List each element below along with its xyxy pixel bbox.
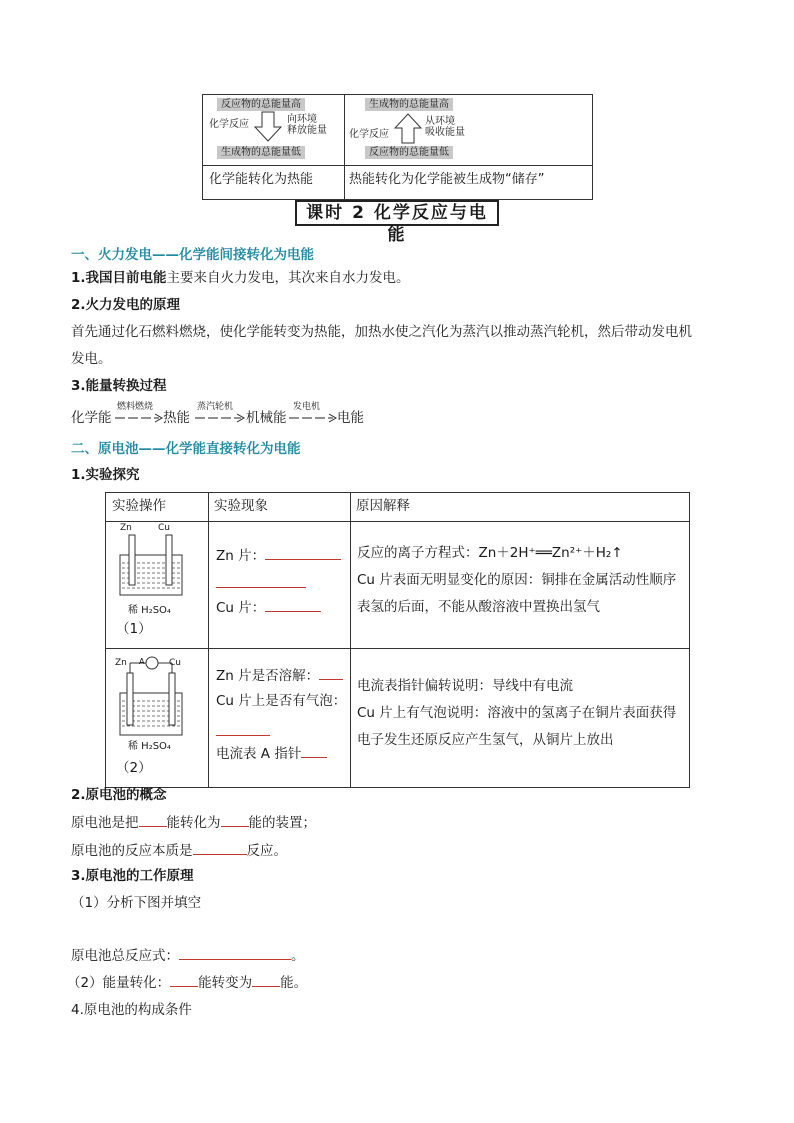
section-heading-galvanic-cell: 二、原电池——化学能直接转化为电能 xyxy=(71,441,301,457)
thermal-principle-line1: 首先通过化石燃料燃烧，使化学能转变为热能，加热水使之汽化为蒸汽以推动蒸汽轮机，然后带动发电机 xyxy=(71,324,692,340)
energy-blank-1[interactable] xyxy=(170,972,198,987)
chain-arrow-3-icon xyxy=(287,413,337,423)
row2-reason-1: 电流表指针偏转说明：导线中有电流 xyxy=(357,678,573,694)
power-source-bold: 1.我国目前电能 xyxy=(71,270,167,286)
thermal-principle-heading: 2.火力发电的原理 xyxy=(71,297,181,313)
row2-cu-bubbles: Cu 片上是否有气泡： xyxy=(216,693,347,709)
chain-arrow-label-2: 蒸汽轮机 xyxy=(197,402,234,412)
product-high-label: 生成物的总能量高 xyxy=(365,98,453,111)
row1-cu-blank[interactable] xyxy=(265,597,321,612)
energy-chain xyxy=(71,400,391,430)
power-source-rest: 主要来自火力发电，其次来自水力发电。 xyxy=(166,270,410,286)
row1-zn-blank-2[interactable] xyxy=(216,573,306,588)
energy-diagram-table xyxy=(202,94,593,200)
paragraph-power-source xyxy=(71,268,410,288)
row1-zn-label: Zn xyxy=(120,523,132,533)
row1-number: （1） xyxy=(116,621,152,637)
row1-acid-label: 稀 H₂SO₄ xyxy=(128,605,171,616)
section-heading-thermal-power: 一、火力发电——化学能间接转化为电能 xyxy=(71,247,314,263)
reactant-low-label: 反应物的总能量低 xyxy=(365,146,453,159)
release-energy-label-2: 释放能量 xyxy=(287,125,327,136)
row2-ammeter-blank[interactable] xyxy=(301,743,327,758)
lesson-title: 课时 2 化学反应与电能 xyxy=(295,200,499,226)
reactant-high-label: 反应物的总能量高 xyxy=(217,98,305,111)
concept-line-1: 原电池是把 能转化为 能的装置； xyxy=(71,812,316,833)
energy-conversion-heading: 3.能量转换过程 xyxy=(71,378,167,394)
chemical-reaction-label: 化学反应 xyxy=(209,119,249,130)
chain-electric-energy: 电能 xyxy=(337,410,364,426)
total-reaction-line: 原电池总反应式： 。 xyxy=(71,945,305,966)
absorb-energy-label-1: 从环境 xyxy=(425,116,455,127)
row2-number: （2） xyxy=(116,760,152,776)
concept-line-2: 原电池的反应本质是 反应。 xyxy=(71,840,287,861)
ammeter-label: A xyxy=(139,657,145,666)
product-low-label: 生成物的总能量低 xyxy=(217,146,305,159)
concept-heading: 2.原电池的概念 xyxy=(71,787,167,803)
down-arrow-icon xyxy=(253,111,283,143)
row2-cu-label: Cu xyxy=(169,658,181,668)
header-operation: 实验操作 xyxy=(112,498,166,514)
thermal-principle-line2: 发电。 xyxy=(71,351,112,367)
row2-cu-blank[interactable] xyxy=(216,721,270,736)
row1-zn-blank[interactable] xyxy=(265,545,341,560)
total-reaction-blank[interactable] xyxy=(179,945,291,960)
row2-zn-dissolve: Zn 片是否溶解： xyxy=(216,665,343,686)
row1-cu-observation: Cu 片： xyxy=(216,597,321,618)
up-arrow-icon xyxy=(393,112,423,144)
concept-blank-2[interactable] xyxy=(221,812,249,827)
row2-ammeter: 电流表 A 指针 xyxy=(216,743,327,764)
exothermic-caption: 化学能转化为热能 xyxy=(209,172,314,187)
concept-blank-3[interactable] xyxy=(193,840,247,855)
endothermic-caption: 热能转化为化学能被生成物“储存” xyxy=(349,172,545,187)
beaker-2-icon xyxy=(116,651,188,739)
header-phenomenon: 实验现象 xyxy=(214,498,268,514)
header-explanation: 原因解释 xyxy=(356,498,410,514)
row2-acid-label: 稀 H₂SO₄ xyxy=(128,741,171,752)
principle-heading: 3.原电池的工作原理 xyxy=(71,868,194,884)
row1-reason-1: 反应的离子方程式：Zn＋2H⁺══Zn²⁺＋H₂↑ xyxy=(357,545,623,561)
row1-reason-2: Cu 片表面无明显变化的原因：铜排在金属活动性顺序 xyxy=(357,572,677,588)
chain-arrow-label-3: 发电机 xyxy=(293,402,321,412)
release-energy-label-1: 向环境 xyxy=(287,114,317,125)
energy-conversion-line: （2）能量转化： 能转变为 能。 xyxy=(67,972,307,993)
row1-reason-3: 表氢的后面，不能从酸溶液中置换出氢气 xyxy=(357,599,600,615)
experiment-heading: 1.实验探究 xyxy=(71,467,140,483)
chain-arrow-1-icon xyxy=(113,413,163,423)
chemical-reaction-label-2: 化学反应 xyxy=(349,129,389,140)
row2-reason-2: Cu 片上有气泡说明：溶液中的氢离子在铜片表面获得 xyxy=(357,705,677,721)
chain-mechanical-energy: 机械能 xyxy=(246,410,287,426)
principle-instruction: （1）分析下图并填空 xyxy=(71,895,202,911)
row2-zn-blank[interactable] xyxy=(319,665,343,680)
experiment-table xyxy=(105,492,690,788)
row2-reason-3: 电子发生还原反应产生氢气，从铜片上放出 xyxy=(357,732,614,748)
conditions-heading: 4.原电池的构成条件 xyxy=(71,1002,192,1018)
chain-arrow-label-1: 燃料燃烧 xyxy=(117,402,154,412)
concept-blank-1[interactable] xyxy=(139,812,167,827)
chain-arrow-2-icon xyxy=(193,413,245,423)
row2-zn-label: Zn xyxy=(115,658,127,668)
chain-chemical-energy: 化学能 xyxy=(71,410,112,426)
chain-thermal-energy: 热能 xyxy=(163,410,190,426)
row1-zn-observation: Zn 片： xyxy=(216,545,341,566)
energy-blank-2[interactable] xyxy=(252,972,280,987)
absorb-energy-label-2: 吸收能量 xyxy=(425,127,465,138)
row1-cu-label: Cu xyxy=(158,523,170,533)
beaker-1-icon xyxy=(116,533,188,599)
